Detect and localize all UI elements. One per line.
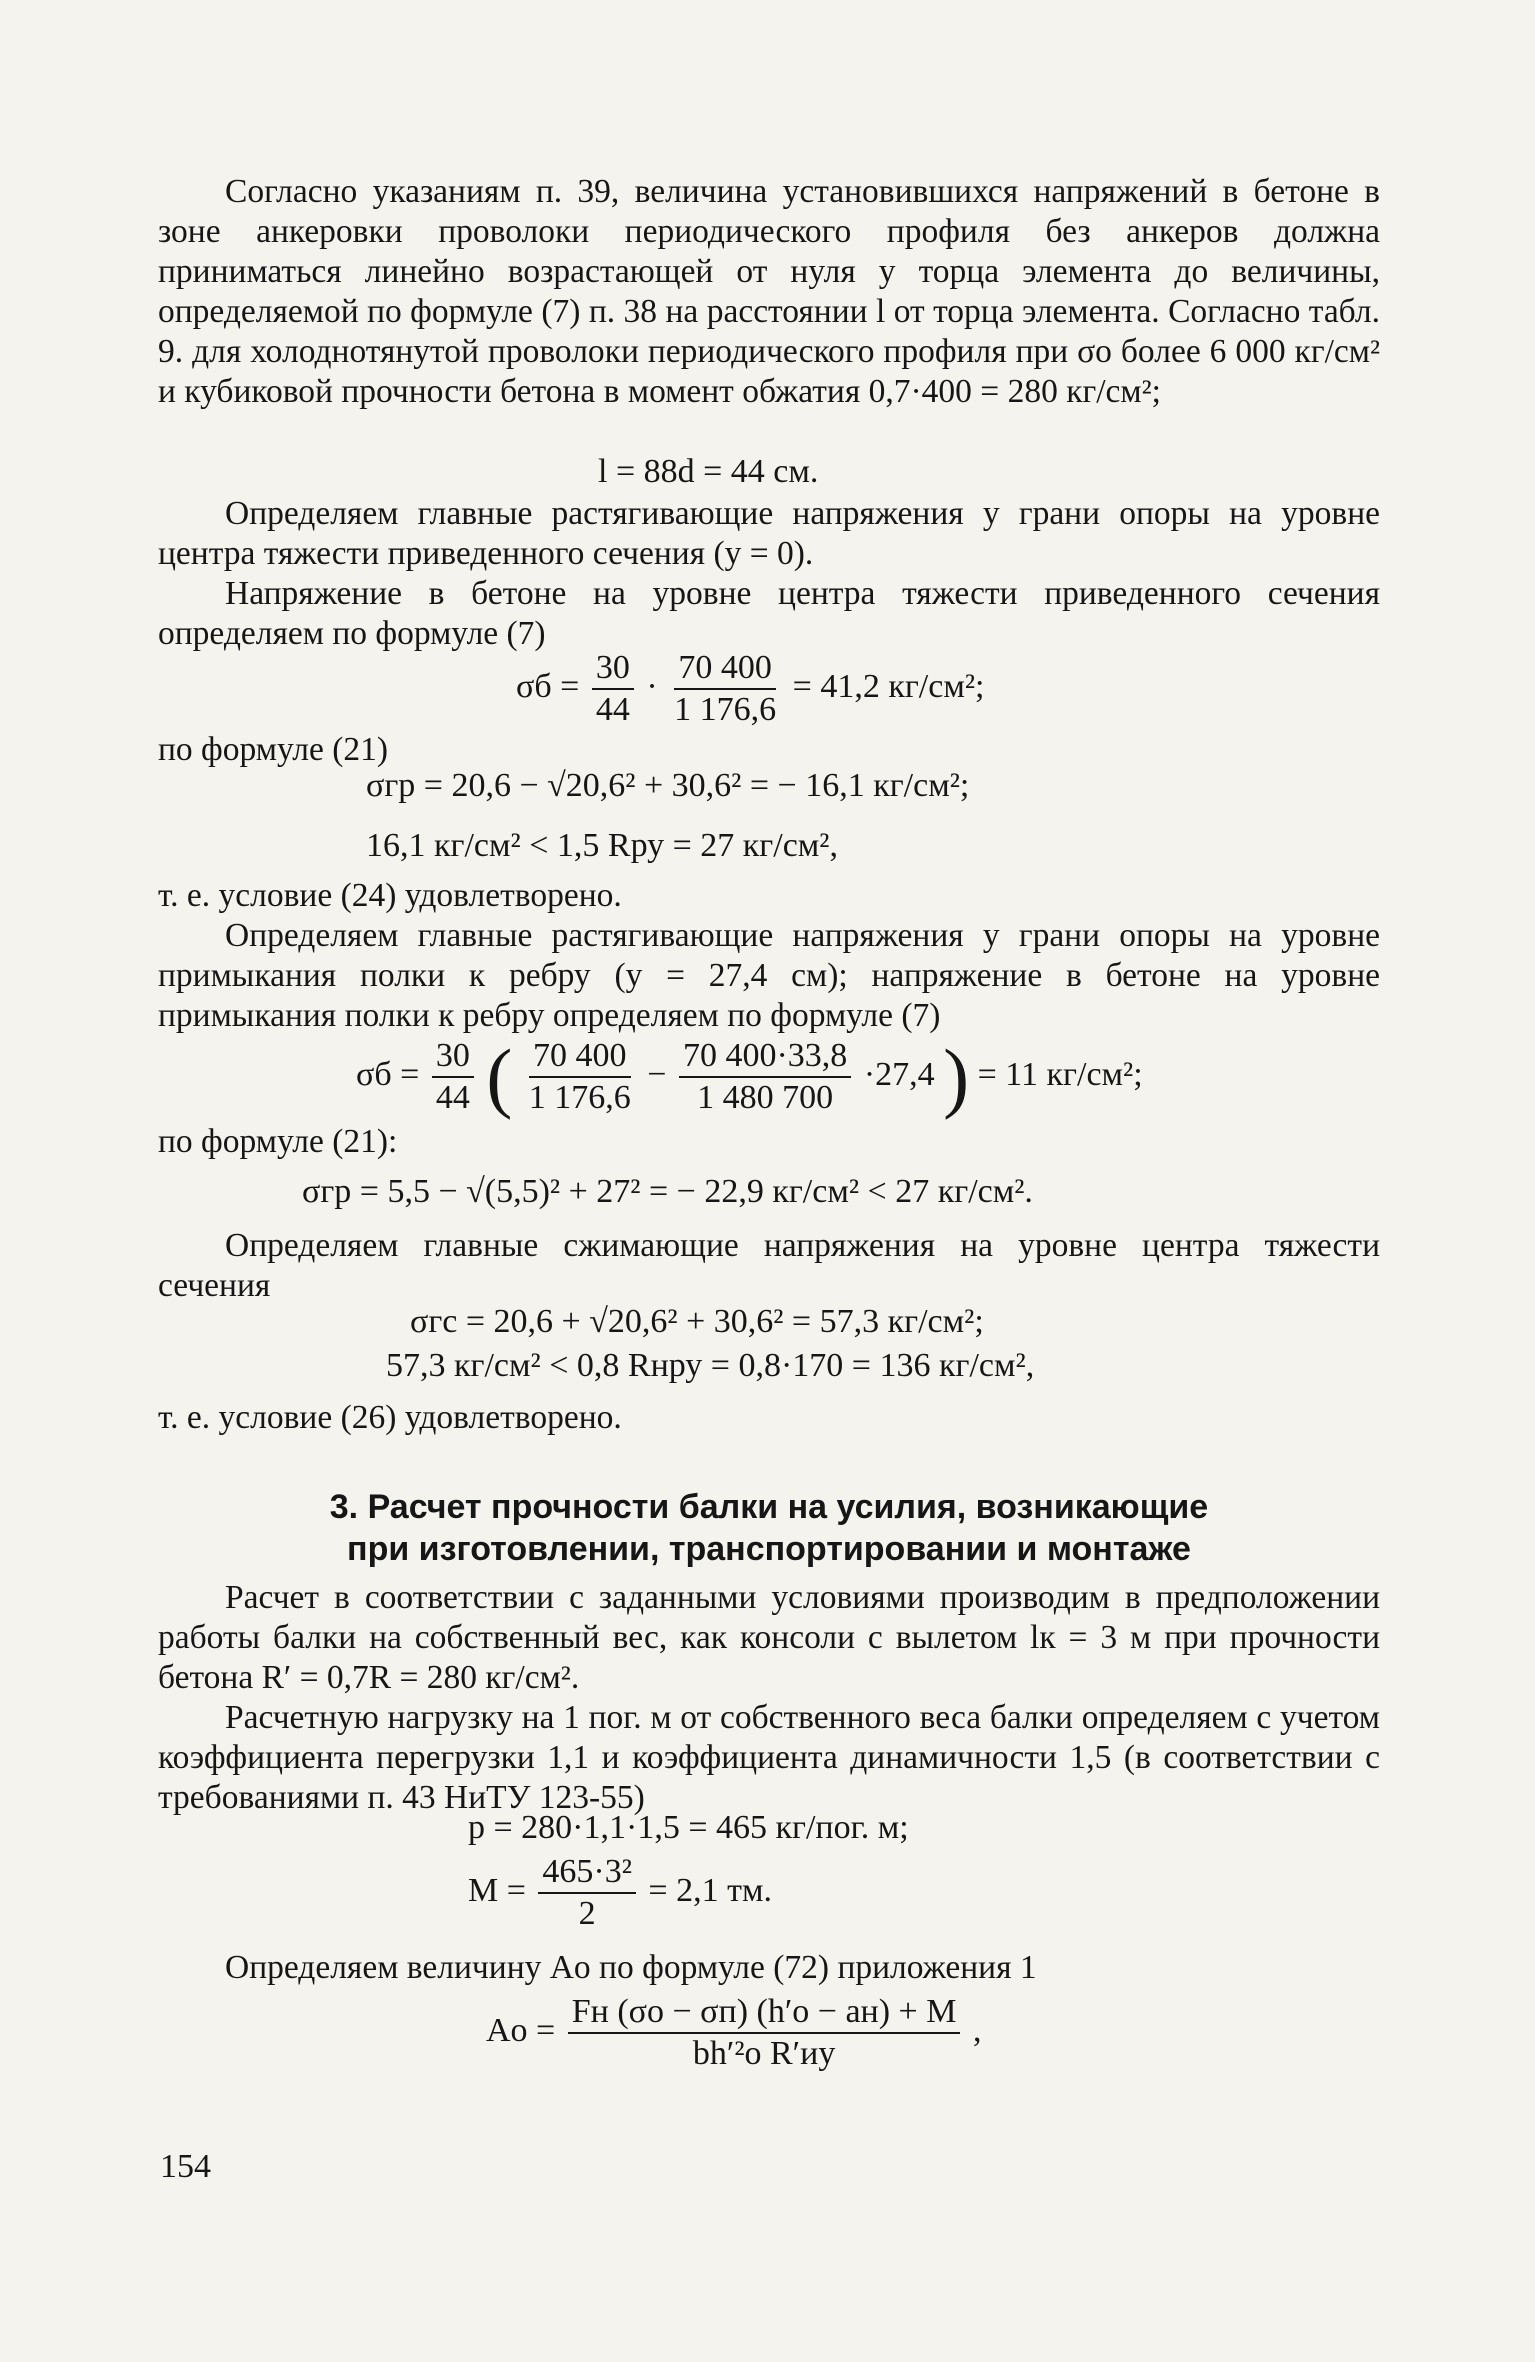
fraction: $\frac{70 400}{1 176,6}$: [674, 649, 777, 728]
paragraph-text: Напряжение в бетоне на уровне центра тяжести приведенного сечения определяем по формуле (7): [158, 575, 1380, 652]
fraction: $\frac{70 400\cdot 33,8}{1 480 700}$: [679, 1036, 851, 1118]
paragraph-text: Согласно указаниям п. 39, величина установившихся напряжений в бетоне в зоне анкеровки проволоки периодического профиля без анкеров должна приниматься линейно возрастающей от нуля у торца элемента до величины, определяемой по формуле (7) п. 38 на расстоянии l от торца элемента. Согласно табл. 9. для холоднотянутой проволоки периодического профиля при σо более 6 000 кг/см² и кубиковой прочности бетона в момент обжатия 0,7·400 = 280 кг/см²;: [158, 173, 1380, 410]
equation-sigma-gr-1: σгр = 20,6 − √20,6² + 30,6² = − 16,1 кг/см²;: [366, 767, 970, 804]
paragraph-by-formula-21: по формуле (21): [158, 731, 389, 768]
equation-a0: Aо = $\frac{Fн (\sigma о - \sigma п) (h'о - aн) + M}{\text{bh′²о R′иу}}$ ,: [486, 1993, 982, 2072]
fraction: $\frac{Fн (\sigma о - \sigma п) (h'о - aн) + M}{\text{bh′²о R′иу}}$: [568, 1992, 961, 2074]
equation-sigma-gc: σгс = 20,6 + √20,6² + 30,6² = 57,3 кг/см²;: [410, 1303, 984, 1340]
section-heading: 3. Расчет прочности балки на усилия, возникающие при изготовлении, транспортировании и монтаже: [329, 1488, 1209, 1568]
paragraph-condition-26: т. е. условие (26) удовлетворено.: [158, 1399, 622, 1436]
equation-load: p = 280·1,1·1,5 = 465 кг/пог. м;: [468, 1809, 909, 1846]
paragraph-by-formula-21-b: по формуле (21):: [158, 1123, 398, 1160]
paragraph-condition-24: т. е. условие (24) удовлетворено. Определяем главные растягивающие напряжения у грани опоры на уровне примыкания полки к ребру (y = 27,4 см); напряжение в бетоне на уровне примыкания полки к ребру определяем по формуле (7): [158, 877, 1380, 1034]
equation-sigma-gr-2: σгр = 5,5 − √(5,5)² + 27² = − 22,9 кг/см² < 27 кг/см².: [302, 1173, 1033, 1210]
fraction: $\frac{\text{465·3²}}{2}$: [538, 1852, 636, 1934]
paragraph-a0: Определяем величину Aо по формуле (72) приложения 1: [225, 1949, 1037, 1986]
fraction: $\frac{70 400}{1 176,6}$: [528, 1037, 631, 1116]
equation-condition-24: 16,1 кг/см² < 1,5 Rру = 27 кг/см²,: [366, 827, 838, 864]
paragraph-anchorage: [158, 172, 1380, 412]
equation-moment: M = $\frac{\text{465·3²}}{2}$ = 2,1 тм.: [468, 1853, 772, 1932]
equation-sigma-b-2: σб = $\frac{30}{44}$ ( $\frac{70 400}{1 176,6}$ − $\frac{70 400\cdot 33,8}{1 480 700}$ ·27,4 ) = 11 кг/см²;: [356, 1033, 1143, 1120]
paragraph-self-weight: Расчет в соответствии с заданными условиями производим в предположении работы балки на собственный вес, как консоли с вылетом lк = 3 м при прочности бетона R′ = 0,7R = 280 кг/см². Расчетную нагрузку на 1 пог. м от собственного веса балки определяем с учетом коэффициента перегрузки 1,1 и коэффициента динамичности 1,5 (в соответствии с требованиями п. 43 НиТУ 123-55): [158, 1579, 1380, 1816]
equation-sigma-b-1: σб = $\frac{30}{44}$ · $\frac{70 400}{1 176,6}$ = 41,2 кг/см²;: [516, 649, 985, 728]
paragraph-principal-compression: Определяем главные сжимающие напряжения на уровне центра тяжести сечения: [158, 1227, 1380, 1304]
paragraph-text: Определяем главные растягивающие напряжения у грани опоры на уровне центра тяжести приведенного сечения (y = 0).: [158, 495, 1380, 572]
paragraph-principal-tension: [158, 494, 1380, 654]
fraction: $\frac{30}{44}$: [432, 1036, 474, 1118]
fraction: $\frac{30}{44}$: [592, 648, 634, 730]
page-number: 154: [160, 2148, 211, 2185]
equation-anchorage-length: l = 88d = 44 см.: [598, 453, 819, 490]
equation-condition-26: 57,3 кг/см² < 0,8 Rнру = 0,8·170 = 136 кг/см²,: [386, 1347, 1035, 1384]
